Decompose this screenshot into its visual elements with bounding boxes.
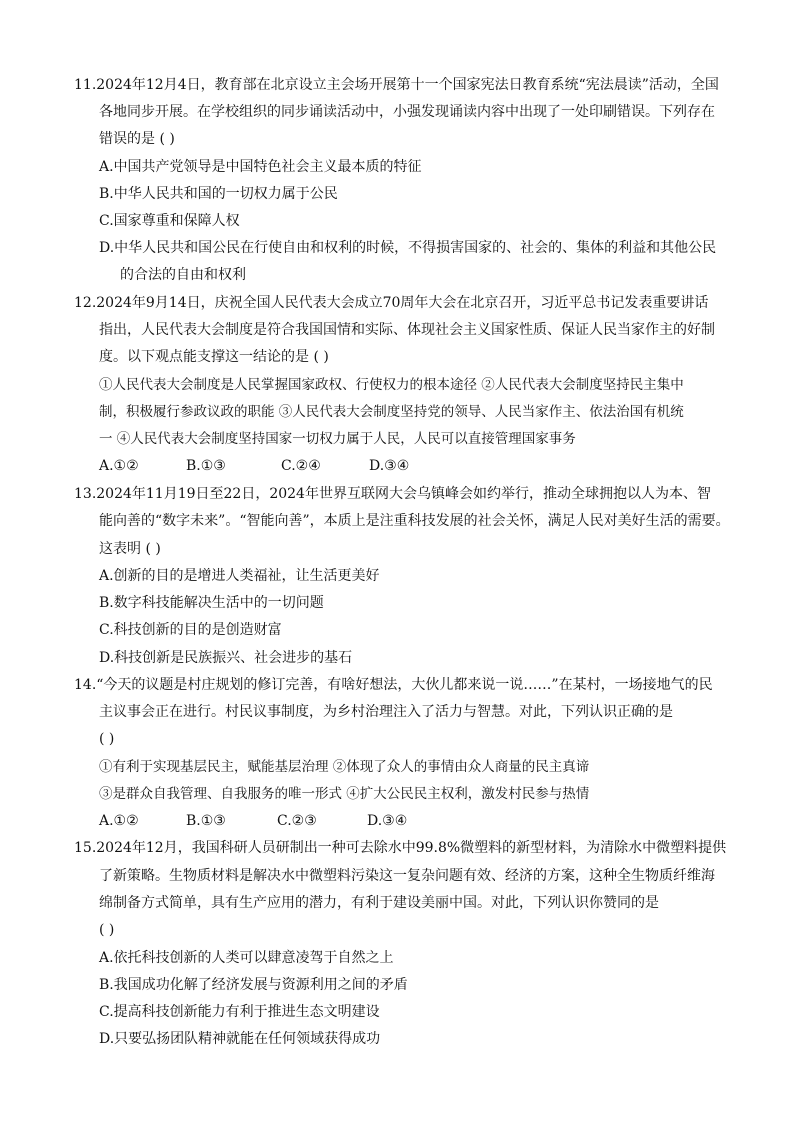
statement-line: ③是群众自我管理、自我服务的唯一形式 ④扩大公民民主权利，激发村民参与热情 bbox=[99, 786, 590, 802]
question-text-line: 这表明 ( ) bbox=[99, 541, 161, 557]
question-text-line: 指出，人民代表大会制度是符合我国国情和实际、体现社会主义国家性质、保证人民当家作主的好制 bbox=[99, 322, 715, 338]
question-text-line: 11.2024年12月4日，教育部在北京设立主会场开展第十一个国家宪法日教育系统“宪法晨读”活动，全国 bbox=[74, 77, 719, 93]
choice-d[interactable]: D.③④ bbox=[369, 458, 410, 474]
question-text-line: 绵制备方式简单，具有生产应用的潜力，有利于建设美丽中国。对此，下列认识你赞同的是 bbox=[99, 895, 659, 911]
choice-a[interactable]: A.①② bbox=[99, 458, 139, 474]
question-text-line: 错误的是 ( ) bbox=[99, 131, 175, 147]
choice-c[interactable]: C.②④ bbox=[281, 458, 321, 474]
question-text-line: 了新策略。生物质材料是解决水中微塑料污染这一复杂问题有效、经济的方案，这种全生物质纤维海 bbox=[99, 868, 715, 884]
option-c[interactable]: C.科技创新的目的是创造财富 bbox=[99, 622, 282, 638]
option-d[interactable]: D.中华人民共和国公民在行使自由和权利的时候，不得损害国家的、社会的、集体的利益和其他公民 bbox=[99, 240, 717, 256]
statement-line: ①人民代表大会制度是人民掌握国家政权、行使权力的根本途径 ②人民代表大会制度坚持民主集中 bbox=[99, 377, 684, 393]
statement-line: ①有利于实现基层民主，赋能基层治理 ②体现了众人的事情由众人商量的民主真谛 bbox=[99, 759, 590, 775]
option-d[interactable]: D.只要弘扬团队精神就能在任何领域获得成功 bbox=[99, 1031, 381, 1047]
option-a[interactable]: A.依托科技创新的人类可以肆意凌驾于自然之上 bbox=[99, 950, 394, 966]
question-text-line: 12.2024年9月14日，庆祝全国人民代表大会成立70周年大会在北京召开，习近平总书记发表重要讲话 bbox=[74, 295, 709, 311]
option-b[interactable]: B.中华人民共和国的一切权力属于公民 bbox=[99, 186, 338, 202]
option-b[interactable]: B.数字科技能解决生活中的一切问题 bbox=[99, 595, 324, 611]
question-text-line: 度。以下观点能支撑这一结论的是 ( ) bbox=[99, 349, 329, 365]
option-c[interactable]: C.国家尊重和保障人权 bbox=[99, 213, 240, 229]
question-text-line: 15.2024年12月，我国科研人员研制出一种可去除水中99.8%微塑料的新型材料，为清除水中微塑料提供 bbox=[74, 840, 727, 856]
question-text-line: 各地同步开展。在学校组织的同步诵读活动中，小强发现诵读内容中出现了一处印刷错误。下列存在 bbox=[99, 104, 715, 120]
question-text-line: 主议事会正在进行。村民议事制度，为乡村治理注入了活力与智慧。对此，下列认识正确的是 bbox=[99, 704, 673, 720]
option-d-continuation: 的合法的自由和权利 bbox=[120, 267, 246, 283]
statement-line: 一 ④人民代表大会制度坚持国家一切权力属于人民，人民可以直接管理国家事务 bbox=[99, 431, 576, 447]
option-c[interactable]: C.提高科技创新能力有利于推进生态文明建设 bbox=[99, 1004, 380, 1020]
option-a[interactable]: A.创新的目的是增进人类福祉，让生活更美好 bbox=[99, 568, 380, 584]
choice-b[interactable]: B.①③ bbox=[186, 813, 226, 829]
answer-bracket: ( ) bbox=[99, 922, 115, 938]
choice-a[interactable]: A.①② bbox=[99, 813, 139, 829]
choice-c[interactable]: C.②③ bbox=[277, 813, 317, 829]
answer-bracket: ( ) bbox=[99, 731, 115, 747]
question-text-line: 14.“今天的议题是村庄规划的修订完善，有啥好想法，大伙儿都来说一说……”在某村，一场接地气的民 bbox=[74, 677, 713, 693]
option-a[interactable]: A.中国共产党领导是中国特色社会主义最本质的特征 bbox=[99, 159, 422, 175]
option-b[interactable]: B.我国成功化解了经济发展与资源利用之间的矛盾 bbox=[99, 977, 408, 993]
question-text-line: 13.2024年11月19日至22日，2024年世界互联网大会乌镇峰会如约举行，推动全球拥抱以人为本、智 bbox=[74, 486, 711, 502]
choice-b[interactable]: B.①③ bbox=[186, 458, 226, 474]
choice-d[interactable]: D.③④ bbox=[367, 813, 408, 829]
option-d[interactable]: D.科技创新是民族振兴、社会进步的基石 bbox=[99, 650, 353, 666]
question-text-line: 能向善的“数字未来”。“智能向善”，本质上是注重科技发展的社会关怀，满足人民对美好生活的需要。 bbox=[99, 513, 730, 529]
statement-line: 制，积极履行参政议政的职能 ③人民代表大会制度坚持党的领导、人民当家作主、依法治国有机统 bbox=[99, 404, 684, 420]
